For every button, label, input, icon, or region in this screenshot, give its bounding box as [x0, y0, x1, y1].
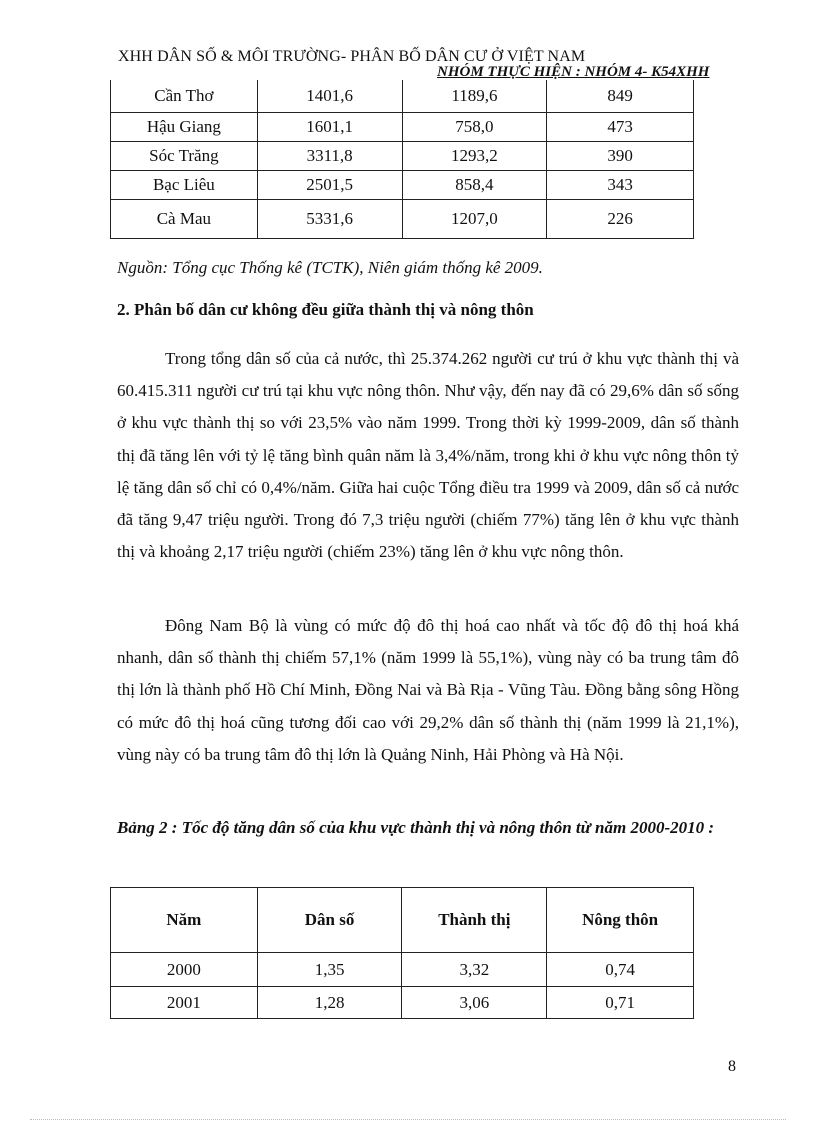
- table-cell: 1207,0: [402, 199, 547, 238]
- table-cell: Bạc Liêu: [111, 170, 258, 199]
- table-row: [111, 953, 694, 987]
- footer-divider: [30, 1119, 786, 1120]
- running-header-title: XHH DÂN SỐ & MÔI TRƯỜNG- PHÂN BỐ DÂN CƯ Ở VIỆT NAM: [118, 48, 586, 65]
- column-header: Thành thị: [402, 888, 547, 953]
- running-header-group: NHÓM THỰC HIỆN : NHÓM 4- K54XHH: [437, 64, 710, 80]
- table-cell: 3,32: [402, 953, 547, 987]
- table-cell: Sóc Trăng: [111, 141, 258, 170]
- table-caption: Bảng 2 : Tốc độ tăng dân số của khu vực thành thị và nông thôn từ năm 2000-2010 :: [117, 818, 715, 837]
- table-cell: 473: [547, 112, 694, 141]
- table-cell: Cà Mau: [111, 199, 258, 238]
- table-cell: 1401,6: [257, 80, 402, 112]
- column-header: Dân số: [257, 888, 402, 953]
- table-cell: 1189,6: [402, 80, 547, 112]
- table-cell: 2000: [111, 953, 258, 987]
- table-cell: 1,35: [257, 953, 402, 987]
- table-cell: 849: [547, 80, 694, 112]
- body-paragraph: Trong tổng dân số của cả nước, thì 25.374.262 người cư trú ở khu vực thành thị và 60.415.311 người cư trú tại khu vực nông thôn. Như vậy, đến nay đã có 29,6% dân số sống ở khu vực thành thị so với 23,5% vào năm 1999. Trong thời kỳ 1999-2009, dân số thành thị đã tăng lên với tỷ lệ tăng bình quân năm là 3,4%/năm, trong khi ở khu vực nông thôn tỷ lệ tăng dân số chỉ có 0,4%/năm. Giữa hai cuộc Tổng điều tra 1999 và 2009, dân số cả nước đã tăng 9,47 triệu người. Trong đó 7,3 triệu người (chiếm 77%) tăng lên ở khu vực thành thị và khoảng 2,17 triệu người (chiếm 23%) tăng lên ở khu vực nông thôn.: [117, 349, 739, 562]
- table-cell: 1293,2: [402, 141, 547, 170]
- page-number: 8: [728, 1058, 736, 1075]
- table-row: [111, 141, 694, 170]
- column-header: Năm: [111, 888, 258, 953]
- table-cell: Cần Thơ: [111, 80, 258, 112]
- column-header: Nông thôn: [547, 888, 694, 953]
- table-cell: 226: [547, 199, 694, 238]
- table-cell: 3311,8: [257, 141, 402, 170]
- section-heading: 2. Phân bố dân cư không đều giữa thành thị và nông thôn: [117, 300, 534, 319]
- table-cell: 390: [547, 141, 694, 170]
- source-note: Nguồn: Tổng cục Thống kê (TCTK), Niên giám thống kê 2009.: [117, 258, 543, 277]
- table-cell: Hậu Giang: [111, 112, 258, 141]
- table-cell: 1,28: [257, 987, 402, 1019]
- table-row: [111, 199, 694, 238]
- table-row: [111, 170, 694, 199]
- body-paragraph: Đông Nam Bộ là vùng có mức độ đô thị hoá cao nhất và tốc độ đô thị hoá khá nhanh, dân số thành thị chiếm 57,1% (năm 1999 là 55,1%), vùng này có ba trung tâm đô thị lớn là thành phố Hồ Chí Minh, Đồng Nai và Bà Rịa - Vũng Tàu. Đồng bằng sông Hồng có mức đô thị hoá cũng tương đối cao với 29,2% dân số thành thị (năm 1999 là 21,1%), vùng này có ba trung tâm đô thị lớn là Quảng Ninh, Hải Phòng và Hà Nội.: [117, 616, 739, 764]
- table-row: [111, 112, 694, 141]
- table-cell: 3,06: [402, 987, 547, 1019]
- table-header-row: [111, 888, 694, 953]
- table-cell: 0,74: [547, 953, 694, 987]
- table-cell: 5331,6: [257, 199, 402, 238]
- province-table: [110, 80, 694, 239]
- growth-rate-table: [110, 887, 694, 1019]
- table-row: [111, 80, 694, 112]
- table-row: [111, 987, 694, 1019]
- table-cell: 343: [547, 170, 694, 199]
- table-cell: 0,71: [547, 987, 694, 1019]
- table-cell: 2501,5: [257, 170, 402, 199]
- table-cell: 2001: [111, 987, 258, 1019]
- table-cell: 1601,1: [257, 112, 402, 141]
- table-cell: 758,0: [402, 112, 547, 141]
- table-cell: 858,4: [402, 170, 547, 199]
